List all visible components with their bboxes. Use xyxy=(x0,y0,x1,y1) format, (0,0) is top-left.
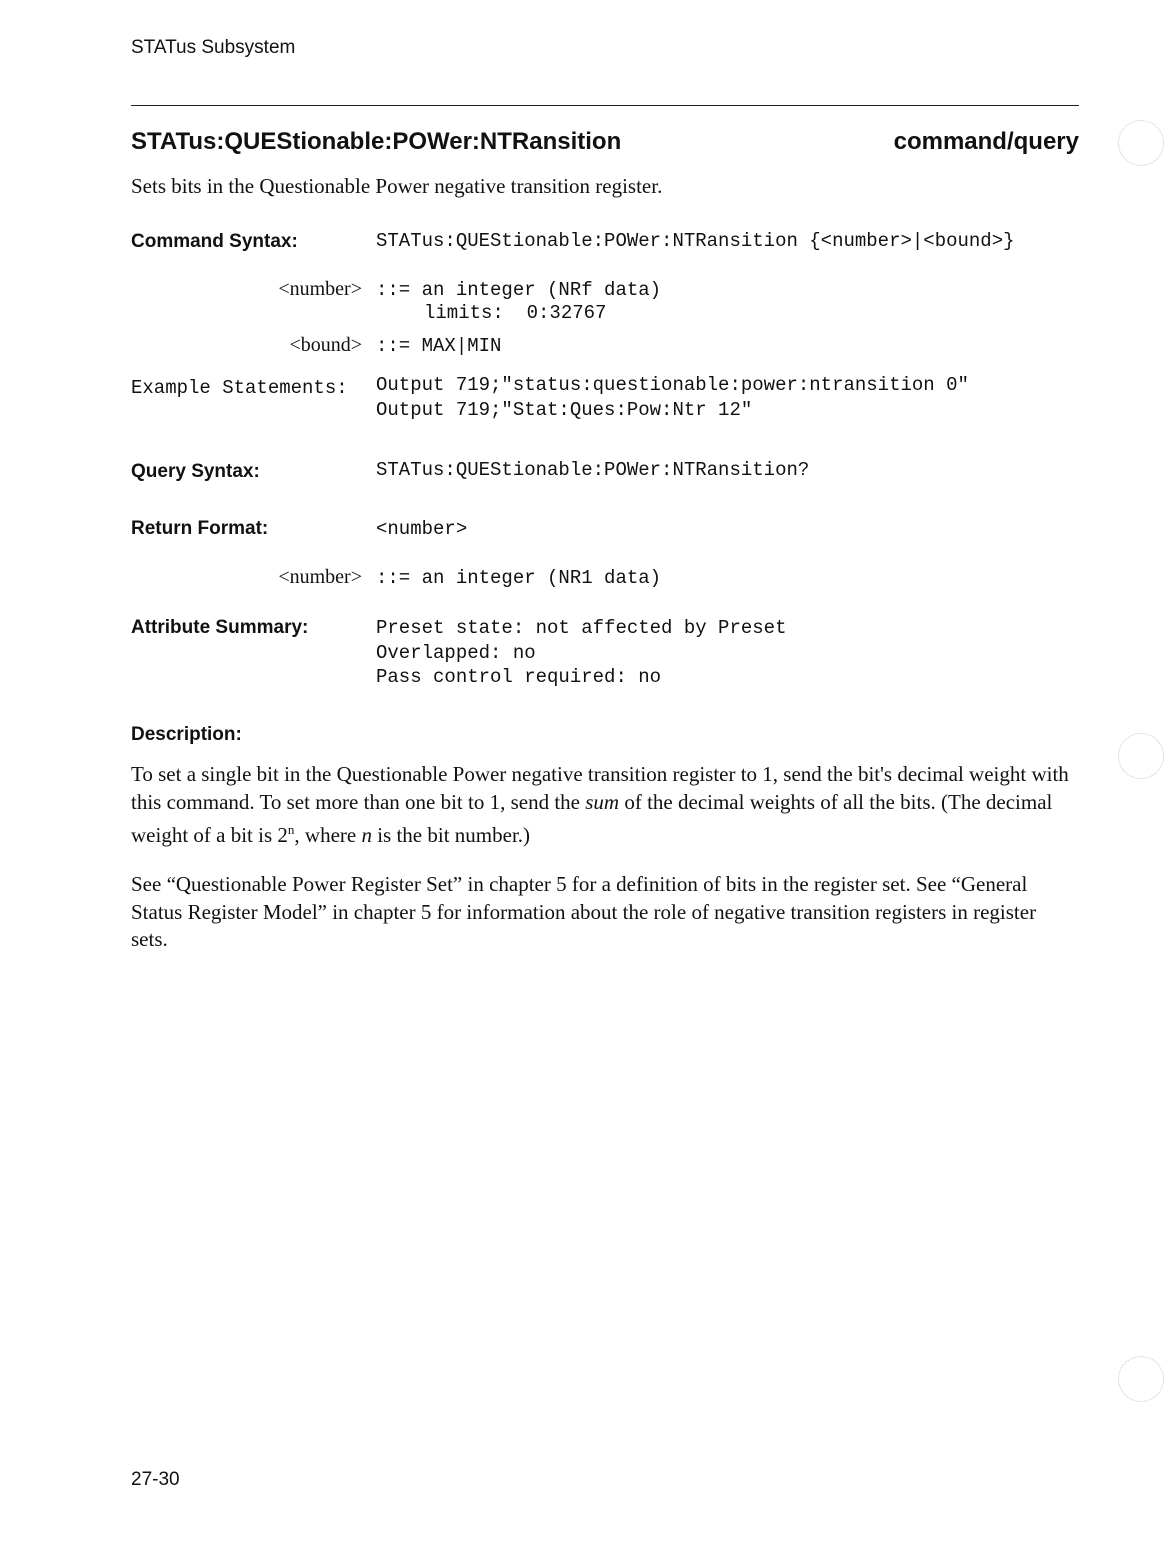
number-def-line1: ::= an integer (NRf data) xyxy=(376,279,662,301)
description-paragraph-1: To set a single bit in the Questionable Power negative transition register to 1, send the bit's decimal weight with this command. To set more than one bit to 1, send the sum of the decimal weights of all the bits. (The decimal weight of a bit is 2$^n$, where n is the bit number.) xyxy=(131,762,1069,847)
attribute-pass-control: Pass control required: no xyxy=(376,666,662,688)
return-format-value: <number> xyxy=(376,518,468,540)
header-rule xyxy=(131,105,1079,106)
punch-hole xyxy=(1118,1356,1164,1402)
number-def-label: <number> xyxy=(278,278,362,300)
example-line-2: Output 719;"Stat:Ques:Pow:Ntr 12" xyxy=(376,399,753,421)
command-summary: Sets bits in the Questionable Power negative transition register. xyxy=(131,174,663,198)
attribute-summary-label: Attribute Summary: xyxy=(131,617,309,638)
punch-hole xyxy=(1118,733,1164,779)
example-statements-label: Example Statements: xyxy=(131,377,348,399)
command-type: command/query xyxy=(893,128,1079,155)
command-syntax-label: Command Syntax: xyxy=(131,231,298,252)
query-syntax-value: STATus:QUEStionable:POWer:NTRansition? xyxy=(376,459,810,481)
page-number: 27-30 xyxy=(131,1469,180,1490)
bound-def-label: <bound> xyxy=(289,334,362,356)
return-number-def-label: <number> xyxy=(278,566,362,588)
bound-def: ::= MAX|MIN xyxy=(376,335,502,357)
query-syntax-label: Query Syntax: xyxy=(131,461,260,482)
attribute-preset: Preset state: not affected by Preset xyxy=(376,617,787,639)
description-paragraph-2: See “Questionable Power Register Set” in chapter 5 for a definition of bits in the register set. See “General Status Register Model” in chapter 5 for information about the role of negative transition registers in register sets. xyxy=(131,872,1037,951)
description-label: Description: xyxy=(131,724,242,745)
command-syntax-value: STATus:QUEStionable:POWer:NTRansition {<number>|<bound>} xyxy=(376,230,1015,252)
number-def-line2: limits: 0:32767 xyxy=(424,302,607,324)
running-header: STATus Subsystem xyxy=(131,37,296,58)
attribute-overlapped: Overlapped: no xyxy=(376,642,536,664)
example-line-1: Output 719;"status:questionable:power:ntransition 0" xyxy=(376,374,969,396)
punch-hole xyxy=(1118,120,1164,166)
return-number-def: ::= an integer (NR1 data) xyxy=(376,567,662,589)
command-title: STATus:QUEStionable:POWer:NTRansition xyxy=(131,128,622,155)
return-format-label: Return Format: xyxy=(131,518,269,539)
